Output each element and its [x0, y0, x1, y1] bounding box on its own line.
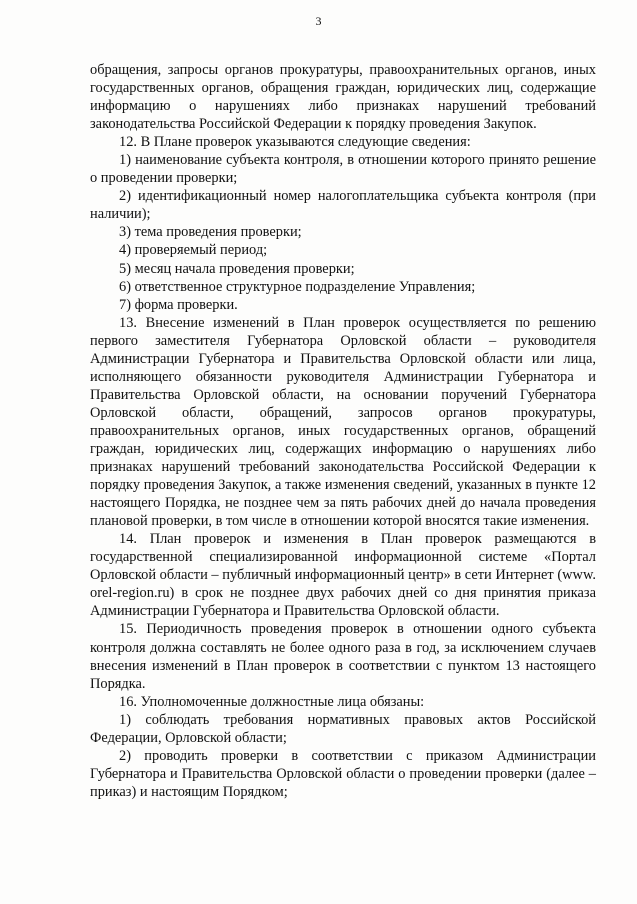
paragraph-12-heading: 12. В Плане проверок указываются следующие сведения: — [119, 134, 471, 151]
list-item-12-6: 6) ответственное структурное подразделение Управления; — [119, 278, 476, 295]
list-item-12-5: 5) месяц начала проведения проверки; — [119, 260, 355, 277]
list-item-12-1: 1) наименование субъекта контроля, в отношении которого принято решение о проведении проверки; — [90, 152, 596, 187]
paragraph-14: 14. План проверок и изменения в План проверок размещаются в государственной специализированной информационной системе «Портал Орловской области – публичный информационный центр» в сети Интернет (www. orel-region.ru) в срок не позднее двух рабочих дней со дня принятия приказа Администрации Губернатора и Правительства Орловской области. — [90, 531, 596, 620]
paragraph-13: 13. Внесение изменений в План проверок осуществляется по решению первого заместителя Губернатора Орловской области – руководителя Администрации Губернатора и Правительства Орловской области или лица, исполняющего обязанности руководителя Администрации Губернатора и Правительства Орловской области, на основании поручений Губернатора Орловской области, обращений, запросов органов прокуратуры, правоохранительных органов, иных государственных органов, обращений граждан, юридических лиц, содержащих информацию о нарушениях либо признаках нарушений требований законодательства Российской Федерации к порядку проведения Закупок, а также изменения сведений, указанных в пункте 12 настоящего Порядка, не позднее чем за пять рабочих дней до начала проведения плановой проверки, в том числе в отношении которой вносятся такие изменения. — [90, 314, 596, 530]
list-item-12-7: 7) форма проверки. — [119, 296, 238, 313]
list-item-12-4: 4) проверяемый период; — [119, 242, 268, 259]
list-item-16-1: 1) соблюдать требования нормативных правовых актов Российской Федерации, Орловской области; — [90, 711, 596, 746]
list-item-12-3: 3) тема проведения проверки; — [119, 224, 302, 241]
list-item-12-2: 2) идентификационный номер налогоплательщика субъекта контроля (при наличии); — [90, 188, 596, 223]
page-number: 3 — [315, 14, 322, 28]
paragraph-16-heading: 16. Уполномоченные должностные лица обязаны: — [119, 693, 425, 710]
document-body — [90, 61, 596, 801]
paragraph-15: 15. Периодичность проведения проверок в отношении одного субъекта контроля должна составлять не более одного раза в год, за исключением случаев внесения изменений в План проверок в соответствии с пунктом 13 настоящего Порядка. — [90, 621, 596, 692]
paragraph-continuation: обращения, запросы органов прокуратуры, правоохранительных органов, иных государственных органов, обращения граждан, юридических лиц, содержащие информацию о нарушениях либо признаках нарушений требований законодательства Российской Федерации к порядку проведения Закупок. — [90, 62, 596, 133]
list-item-16-2: 2) проводить проверки в соответствии с приказом Администрации Губернатора и Правительства Орловской области о проведении проверки (далее – приказ) и настоящим Порядком; — [90, 747, 596, 800]
